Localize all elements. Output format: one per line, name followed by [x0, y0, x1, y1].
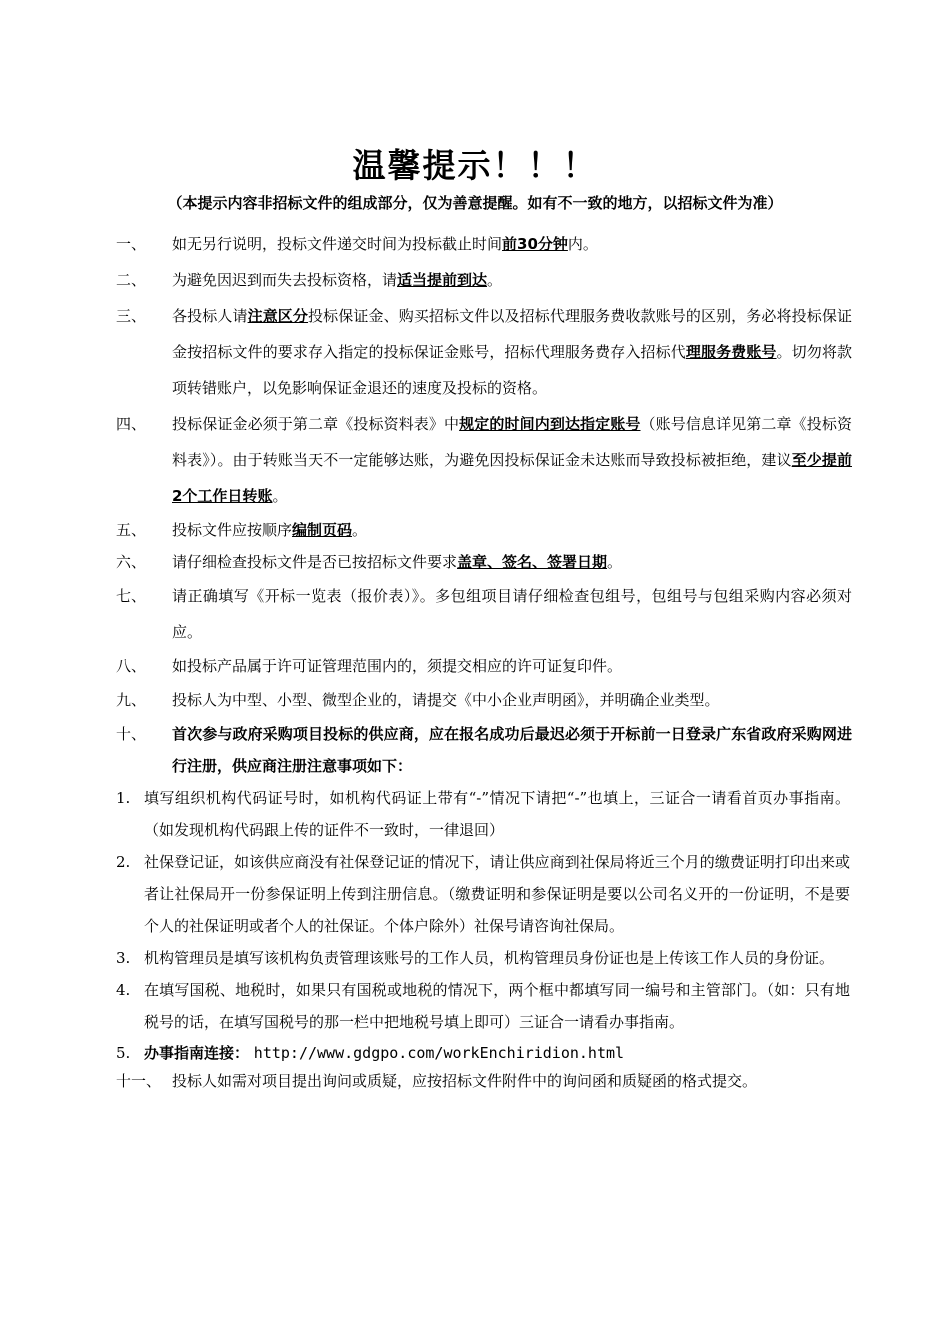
item-number: 六、 — [116, 553, 147, 571]
page-title: 温馨提示！！！ — [352, 146, 598, 185]
notice-list — [0, 226, 950, 1094]
item-text: 请仔细检查投标文件是否已按招标文件要求 — [172, 553, 458, 571]
list-item — [0, 1068, 950, 1094]
item-text: 如无另行说明，投标文件递交时间为投标截止时间 — [172, 235, 503, 253]
list-item — [0, 650, 950, 682]
item-text: 投标保证金必须于第二章《投标资料表》中 — [172, 415, 460, 433]
item-text: 。 — [352, 521, 368, 539]
item-text: 请正确填写《开标一览表（报价表）》。多包组项目请仔细检查包组号，包组号与包组采购内容必须对应。 — [172, 587, 852, 641]
list-item — [0, 514, 950, 546]
item-number: 二、 — [116, 271, 147, 289]
sub-item-text: 在填写国税、地税时，如果只有国税或地税的情况下，两个框中都填写同一编号和主管部门。（如：只有地税号的话，在填写国税号的那一栏中把地税号填上即可）三证合一请看办事指南。 — [144, 981, 850, 1031]
sub-item-number: 2. — [116, 853, 131, 871]
sub-list-item — [0, 974, 950, 1038]
list-item — [0, 718, 950, 782]
list-item — [0, 226, 950, 262]
item-text: （账号信息详见第二章《投标资料表》）。由于转账当天不一定能够达账，为避免因投标保证金未达账而导致投标被拒绝，建议 — [172, 415, 852, 469]
list-item — [0, 546, 950, 578]
item-emphasis: 编制页码 — [292, 521, 353, 539]
sub-list-item — [0, 782, 950, 846]
item-emphasis: 规定的时间内到达指定账号 — [459, 415, 641, 433]
item-emphasis: 理服务费账号 — [685, 343, 777, 361]
item-text: 投标文件应按顺序 — [172, 521, 293, 539]
item-text: 投标保证金、购买招标文件以及招标代理服务费收款账号的区别，务必将投标保证金按招标文件的要求存入指定的投标保证金账号，招标代理服务费存入招标代 — [172, 307, 852, 361]
item-emphasis: 适当提前到达 — [397, 271, 488, 289]
sub-list-item — [0, 846, 950, 942]
list-item — [0, 682, 950, 718]
sub-list-item — [0, 942, 950, 974]
item-number: 四、 — [116, 415, 147, 433]
sub-item-number: 5. — [116, 1044, 131, 1062]
item-number: 十一、 — [116, 1072, 162, 1090]
item-emphasis: 盖章、签名、签署日期 — [457, 553, 608, 571]
item-number: 七、 — [116, 587, 147, 605]
item-number: 九、 — [116, 691, 147, 709]
item-text: 。 — [272, 487, 288, 505]
list-item — [0, 578, 950, 650]
sub-item-number: 3. — [116, 949, 131, 967]
list-item — [0, 298, 950, 406]
item-text: 内。 — [567, 235, 598, 253]
sub-item-text: 机构管理员是填写该机构负责管理该账号的工作人员，机构管理员身份证也是上传该工作人员的身份证。 — [144, 949, 835, 967]
item-text: 。 — [607, 553, 623, 571]
guide-link-label: 办事指南连接： — [144, 1044, 250, 1062]
item-text: 投标人如需对项目提出询问或质疑，应按招标文件附件中的询问函和质疑函的格式提交。 — [172, 1072, 758, 1090]
item-number: 三、 — [116, 307, 147, 325]
list-item — [0, 262, 950, 298]
item-text: 为避免因迟到而失去投标资格，请 — [172, 271, 398, 289]
sub-item-text: 社保登记证，如该供应商没有社保登记证的情况下，请让供应商到社保局将近三个月的缴费证明打印出来或者让社保局开一份参保证明上传到注册信息。（缴费证明和参保证明是要以公司名义开的一份证明，不是要个人的社保证明或者个人的社保证。个体户除外）社保号请咨询社保局。 — [144, 853, 850, 935]
item-text: 首次参与政府采购项目投标的供应商，应在报名成功后最迟必须于开标前一日登录广东省政府采购网进行注册，供应商注册注意事项如下： — [172, 725, 852, 775]
item-number: 一、 — [116, 235, 147, 253]
item-emphasis: 前30分钟 — [502, 235, 568, 253]
item-text: 各投标人请 — [172, 307, 248, 325]
guide-link-url[interactable]: http://www.gdgpo.com/workEnchiridion.html — [253, 1044, 625, 1062]
item-number: 八、 — [116, 657, 147, 675]
list-item — [0, 406, 950, 514]
item-number: 十、 — [116, 725, 147, 743]
page-subtitle: （本提示内容非招标文件的组成部分，仅为善意提醒。如有不一致的地方，以招标文件为准） — [167, 194, 783, 212]
sub-list-item — [0, 1038, 950, 1068]
item-number: 五、 — [116, 521, 147, 539]
item-text: 。 — [487, 271, 503, 289]
item-emphasis: 至少提前2个工作日转账 — [172, 451, 852, 505]
sub-item-text: 填写组织机构代码证号时，如机构代码证上带有“-”情况下请把“-”也填上，三证合一请看首页办事指南。（如发现机构代码跟上传的证件不一致时，一律退回） — [144, 789, 850, 839]
item-text: 。切勿将款项转错账户，以免影响保证金退还的速度及投标的资格。 — [172, 343, 852, 397]
item-text: 如投标产品属于许可证管理范围内的，须提交相应的许可证复印件。 — [172, 657, 623, 675]
item-text: 投标人为中型、小型、微型企业的，请提交《中小企业声明函》，并明确企业类型。 — [172, 691, 720, 709]
sub-item-number: 4. — [116, 981, 131, 999]
item-emphasis: 注意区分 — [247, 307, 309, 325]
sub-item-number: 1. — [116, 789, 131, 807]
